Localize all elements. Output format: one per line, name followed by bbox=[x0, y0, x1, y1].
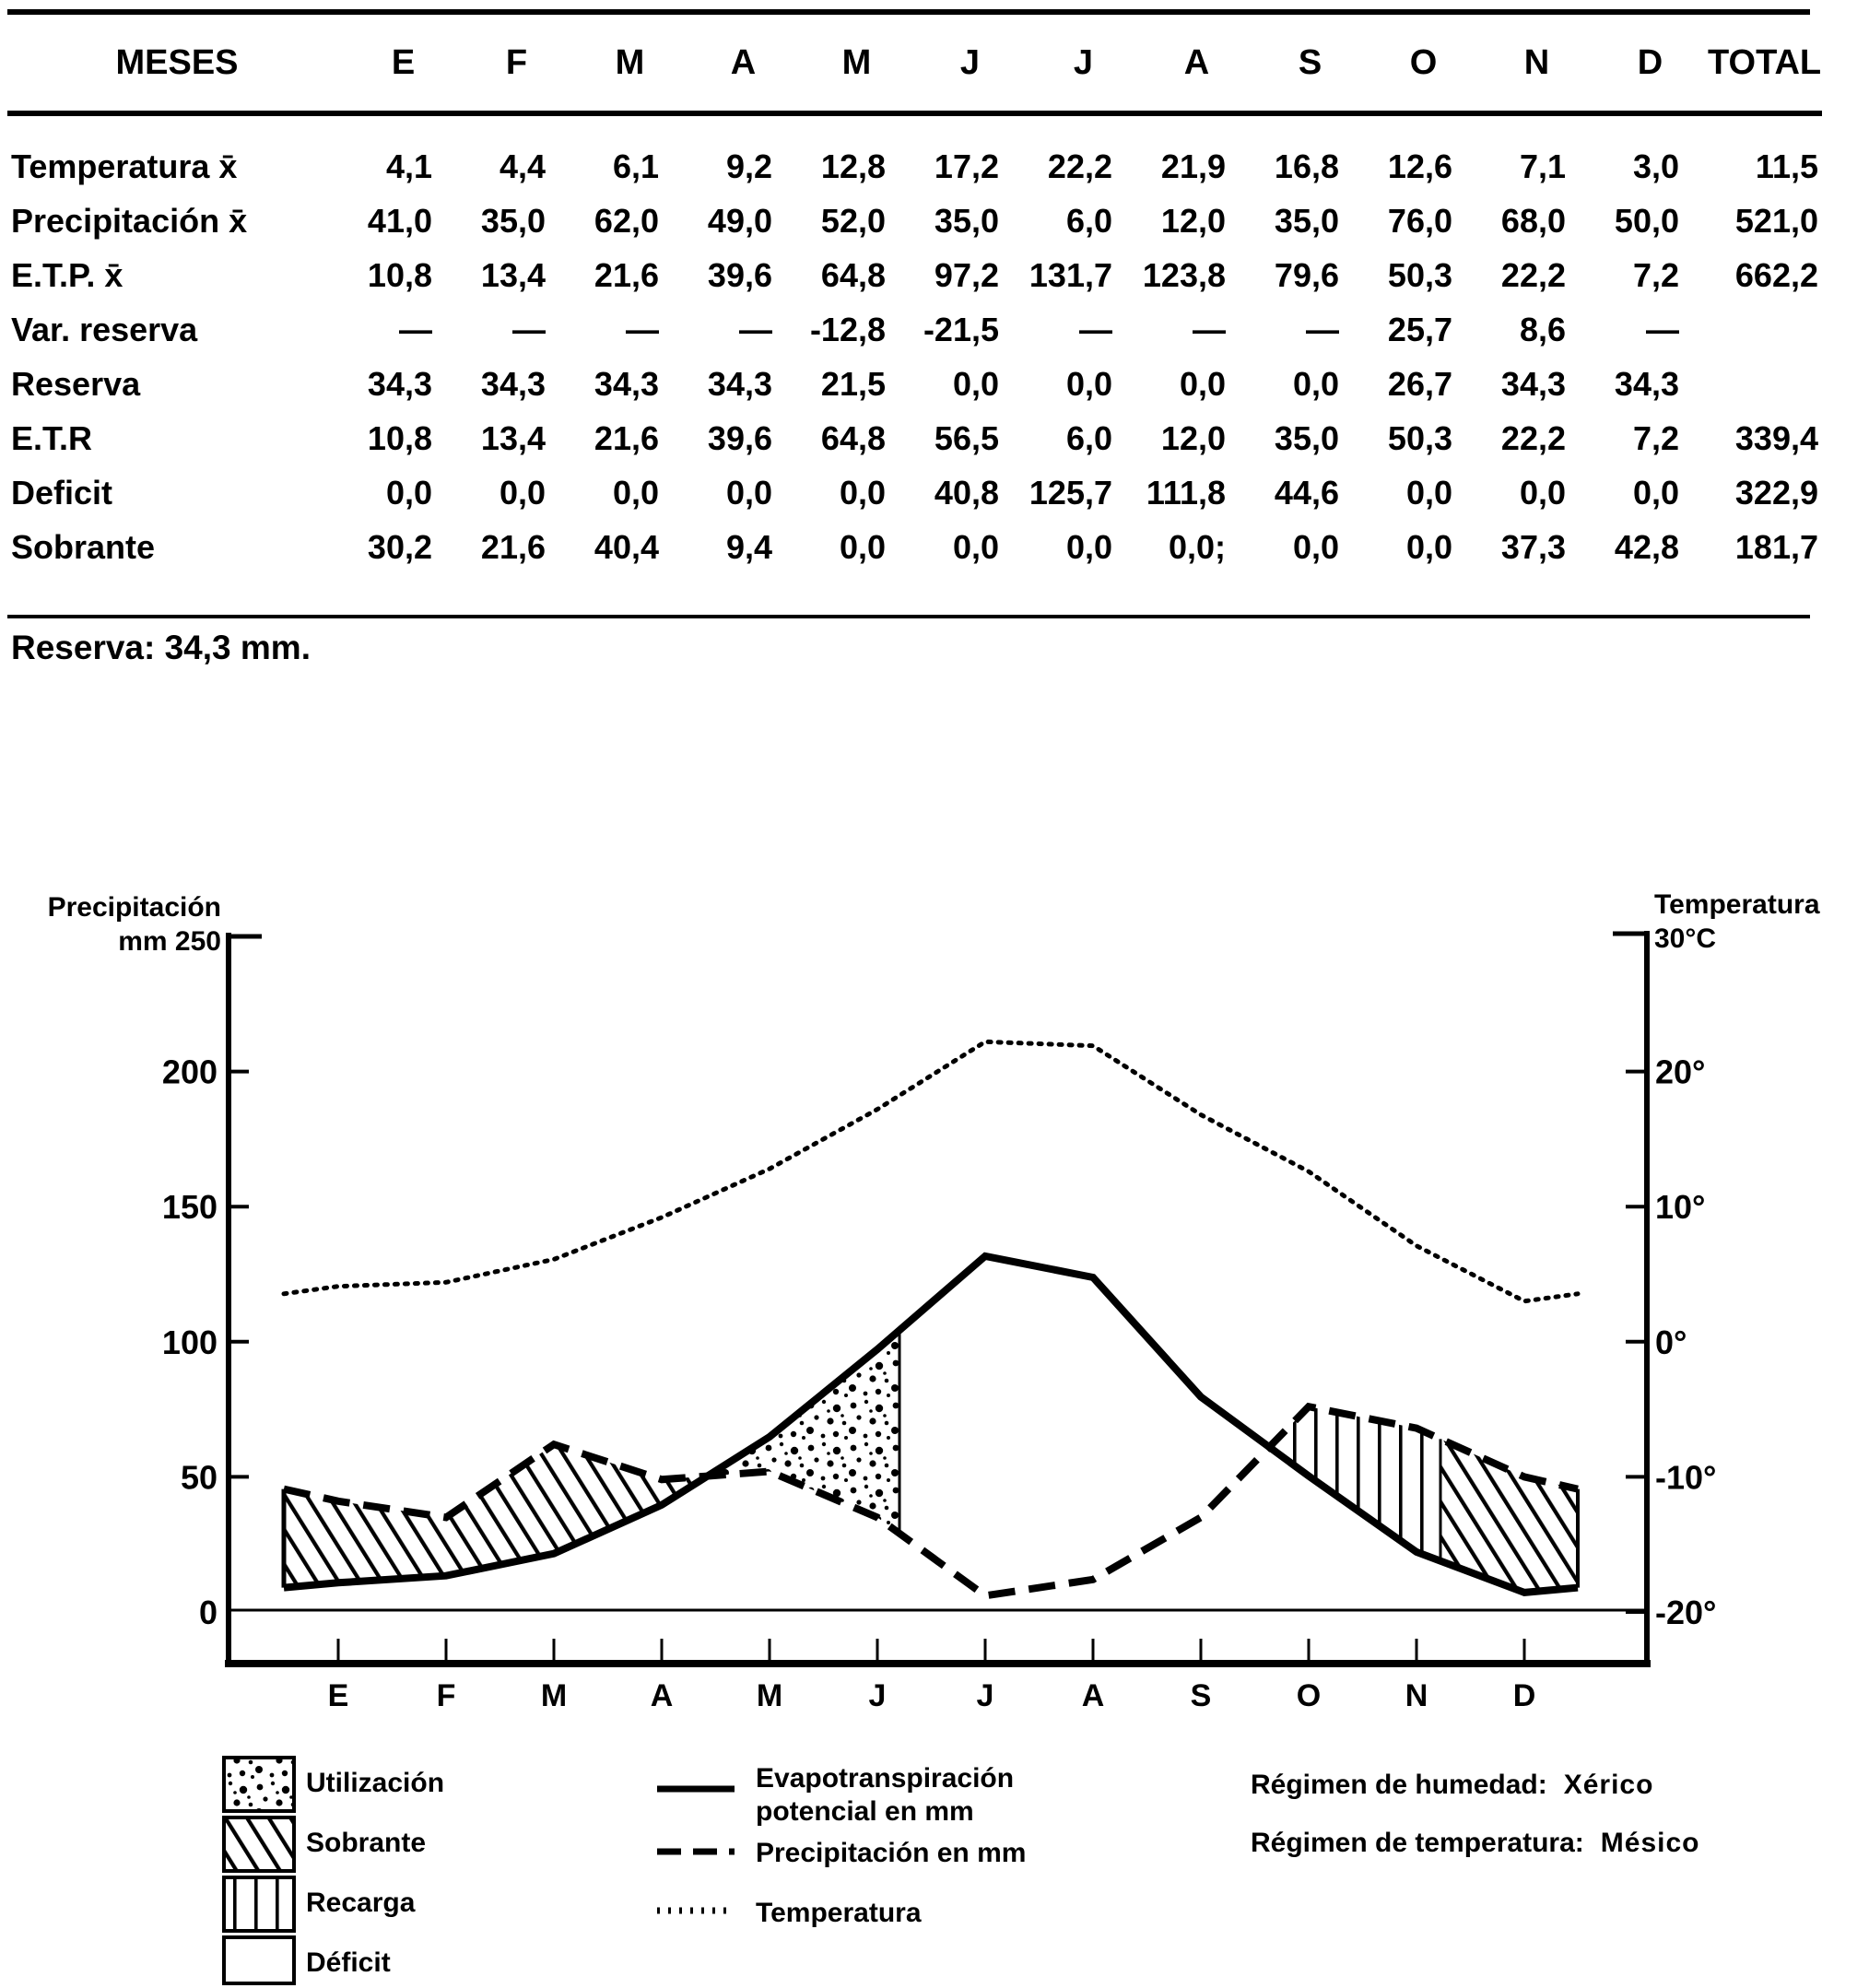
value-cell: 0,0 bbox=[1405, 473, 1452, 512]
value-cell: — bbox=[512, 310, 546, 348]
value-cell: 97,2 bbox=[934, 255, 999, 294]
total-column-header: TOTAL bbox=[1707, 15, 1822, 113]
value-cell: 0,0 bbox=[839, 527, 886, 566]
value-cell: 9,2 bbox=[725, 147, 772, 185]
month-column-header: S bbox=[1253, 15, 1367, 113]
value-cell: 4,4 bbox=[499, 147, 546, 185]
regimen-temperatura-value: Mésico bbox=[1600, 1828, 1700, 1858]
value-cell: 12,0 bbox=[1160, 418, 1226, 457]
month-column-header: A bbox=[687, 15, 800, 113]
value-cell: 39,6 bbox=[707, 418, 772, 457]
legend-label-etp-line1: Evapotranspiración bbox=[756, 1763, 1015, 1794]
value-cell: — bbox=[1306, 310, 1339, 348]
value-cell: 4,1 bbox=[385, 147, 432, 185]
value-cell: 0,0 bbox=[612, 473, 659, 512]
value-cell: 12,6 bbox=[1387, 147, 1452, 185]
value-cell: 0,0 bbox=[499, 473, 546, 512]
value-cell: 12,0 bbox=[1160, 201, 1226, 240]
y-left-tick-label: 100 bbox=[161, 1323, 217, 1361]
value-cell: 0,0; bbox=[1168, 527, 1226, 566]
value-cell: — bbox=[626, 310, 659, 348]
value-cell: 34,3 bbox=[707, 364, 772, 403]
y-right-title-line2: 30°C bbox=[1654, 923, 1717, 954]
month-column-header: E bbox=[347, 15, 460, 113]
month-column-header: J bbox=[913, 15, 1027, 113]
value-cell: — bbox=[739, 310, 772, 348]
x-axis-month-label: F bbox=[436, 1678, 456, 1713]
value-cell: 0,0 bbox=[952, 527, 999, 566]
value-cell: 0,0 bbox=[1179, 364, 1226, 403]
total-cell: 521,0 bbox=[1734, 201, 1818, 240]
x-axis-month-label: N bbox=[1405, 1678, 1428, 1713]
value-cell: 0,0 bbox=[952, 364, 999, 403]
y-left-title-line2: mm 250 bbox=[118, 926, 221, 957]
value-cell: 0,0 bbox=[725, 473, 772, 512]
y-left-title-line1: Precipitación bbox=[47, 892, 221, 923]
value-cell: 64,8 bbox=[820, 255, 886, 294]
value-cell: 7,1 bbox=[1519, 147, 1566, 185]
curve-temperatura bbox=[284, 1041, 1578, 1301]
legend-label-utilizacion: Utilización bbox=[306, 1768, 445, 1798]
legend-label-precipitacion: Precipitación en mm bbox=[756, 1838, 1027, 1868]
y-left-tick-label: 50 bbox=[180, 1458, 217, 1497]
value-cell: — bbox=[1646, 310, 1679, 348]
value-cell: — bbox=[1079, 310, 1112, 348]
legend-swatch-recarga bbox=[224, 1877, 294, 1931]
regimen-humedad-value: Xérico bbox=[1563, 1770, 1654, 1800]
value-cell: 25,7 bbox=[1387, 310, 1452, 348]
regimen-temperatura bbox=[1251, 1828, 1699, 1859]
y-right-axis-title bbox=[1654, 888, 1866, 956]
month-column-header: M bbox=[800, 15, 913, 113]
x-axis-month-label: J bbox=[976, 1678, 994, 1713]
x-axis-month-label: M bbox=[540, 1678, 568, 1713]
total-cell: 11,5 bbox=[1755, 147, 1818, 185]
value-cell: 21,6 bbox=[480, 527, 546, 566]
row-label: Precipitación x̄ bbox=[11, 201, 248, 240]
legend-label-etp-line2: potencial en mm bbox=[756, 1796, 974, 1827]
value-cell: 56,5 bbox=[934, 418, 999, 457]
value-cell: 35,0 bbox=[1274, 418, 1339, 457]
value-cell: — bbox=[1193, 310, 1226, 348]
y-right-tick-label: 0° bbox=[1655, 1323, 1687, 1361]
value-cell: 0,0 bbox=[1632, 473, 1679, 512]
y-right-tick-label: 10° bbox=[1655, 1188, 1706, 1227]
value-cell: 12,8 bbox=[820, 147, 886, 185]
regimen-humedad-label: Régimen de humedad: bbox=[1251, 1770, 1547, 1800]
row-label: Var. reserva bbox=[11, 310, 198, 348]
value-cell: 13,4 bbox=[480, 255, 546, 294]
row-label: Sobrante bbox=[11, 527, 156, 566]
value-cell: 21,9 bbox=[1160, 147, 1226, 185]
value-cell: 10,8 bbox=[367, 255, 432, 294]
value-cell: 21,6 bbox=[594, 255, 659, 294]
legend-label-deficit: Déficit bbox=[306, 1947, 391, 1978]
value-cell: 41,0 bbox=[367, 201, 432, 240]
value-cell: 21,6 bbox=[594, 418, 659, 457]
month-column-header: N bbox=[1480, 15, 1593, 113]
value-cell: 6,1 bbox=[612, 147, 659, 185]
total-cell: 662,2 bbox=[1734, 255, 1818, 294]
regimen-temperatura-label: Régimen de temperatura: bbox=[1251, 1828, 1584, 1858]
month-column-header: O bbox=[1367, 15, 1480, 113]
y-left-axis-title bbox=[0, 890, 221, 959]
legend-swatch-utilizacion bbox=[224, 1758, 294, 1811]
value-cell: 22,2 bbox=[1500, 418, 1566, 457]
value-cell: 0,0 bbox=[1292, 364, 1339, 403]
value-cell: 0,0 bbox=[1065, 364, 1112, 403]
reserva-note: Reserva: 34,3 mm. bbox=[11, 629, 311, 666]
total-cell: 322,9 bbox=[1734, 473, 1818, 512]
value-cell: 0,0 bbox=[1405, 527, 1452, 566]
total-cell: 181,7 bbox=[1734, 527, 1818, 566]
value-cell: 8,6 bbox=[1519, 310, 1566, 348]
value-cell: 34,3 bbox=[1614, 364, 1679, 403]
area-utilizacion bbox=[708, 1330, 900, 1534]
value-cell: 79,6 bbox=[1274, 255, 1339, 294]
y-left-tick-label: 0 bbox=[198, 1594, 217, 1631]
value-cell: 34,3 bbox=[480, 364, 546, 403]
value-cell: -21,5 bbox=[923, 310, 999, 348]
value-cell: 50,0 bbox=[1614, 201, 1679, 240]
value-cell: 49,0 bbox=[707, 201, 772, 240]
value-cell: 76,0 bbox=[1387, 201, 1452, 240]
x-axis-month-label: A bbox=[1081, 1678, 1105, 1713]
legend-label-recarga: Recarga bbox=[306, 1888, 416, 1918]
value-cell: 34,3 bbox=[1500, 364, 1566, 403]
value-cell: 35,0 bbox=[480, 201, 546, 240]
month-column-header: A bbox=[1140, 15, 1253, 113]
value-cell: 17,2 bbox=[934, 147, 999, 185]
y-right-tick-label: -10° bbox=[1655, 1458, 1717, 1497]
legend-label-sobrante: Sobrante bbox=[306, 1828, 427, 1858]
value-cell: 9,4 bbox=[725, 527, 772, 566]
y-right-tick-label: -20° bbox=[1655, 1594, 1717, 1631]
value-cell: 50,3 bbox=[1387, 418, 1452, 457]
value-cell: 7,2 bbox=[1632, 255, 1679, 294]
legend-swatches bbox=[224, 1758, 735, 1983]
value-cell: 123,8 bbox=[1142, 255, 1226, 294]
legend-label-etp bbox=[756, 1762, 1014, 1829]
value-cell: 34,3 bbox=[367, 364, 432, 403]
value-cell: 40,8 bbox=[934, 473, 999, 512]
month-column-header: M bbox=[573, 15, 687, 113]
value-cell: 35,0 bbox=[934, 201, 999, 240]
x-axis-month-label: S bbox=[1190, 1678, 1212, 1713]
y-left-tick-label: 150 bbox=[161, 1188, 217, 1227]
value-cell: 30,2 bbox=[367, 527, 432, 566]
y-left-tick-label: 200 bbox=[161, 1053, 217, 1091]
value-cell: 0,0 bbox=[1519, 473, 1566, 512]
value-cell: 0,0 bbox=[1292, 527, 1339, 566]
value-cell: 37,3 bbox=[1500, 527, 1566, 566]
value-cell: 0,0 bbox=[385, 473, 432, 512]
value-cell: 6,0 bbox=[1065, 201, 1112, 240]
month-column-header: D bbox=[1593, 15, 1707, 113]
value-cell: 111,8 bbox=[1146, 473, 1226, 512]
chart-tick-labels bbox=[162, 1053, 1717, 1713]
value-cell: 16,8 bbox=[1274, 147, 1339, 185]
legend-swatch-deficit bbox=[224, 1937, 294, 1983]
value-cell: 39,6 bbox=[707, 255, 772, 294]
value-cell: 22,2 bbox=[1047, 147, 1112, 185]
value-cell: 50,3 bbox=[1387, 255, 1452, 294]
value-cell: 62,0 bbox=[594, 201, 659, 240]
month-column-header: J bbox=[1027, 15, 1140, 113]
legend-label-temperatura: Temperatura bbox=[756, 1898, 922, 1928]
x-axis-month-label: M bbox=[756, 1678, 783, 1713]
value-cell: 10,8 bbox=[367, 418, 432, 457]
legend-swatch-sobrante bbox=[224, 1817, 294, 1871]
meses-header: MESES bbox=[7, 15, 347, 113]
value-cell: 22,2 bbox=[1500, 255, 1566, 294]
value-cell: 0,0 bbox=[1065, 527, 1112, 566]
value-cell: 7,2 bbox=[1632, 418, 1679, 457]
value-cell: -12,8 bbox=[809, 310, 886, 348]
value-cell: 44,6 bbox=[1274, 473, 1339, 512]
row-label: E.T.P. x̄ bbox=[11, 255, 123, 294]
y-right-tick-label: 20° bbox=[1655, 1053, 1706, 1091]
y-right-title-line1: Temperatura bbox=[1654, 889, 1820, 920]
value-cell: 40,4 bbox=[594, 527, 659, 566]
value-cell: 6,0 bbox=[1065, 418, 1112, 457]
total-cell: 339,4 bbox=[1734, 418, 1818, 457]
value-cell: 26,7 bbox=[1387, 364, 1452, 403]
value-cell: 131,7 bbox=[1029, 255, 1112, 294]
value-cell: 64,8 bbox=[820, 418, 886, 457]
value-cell: 52,0 bbox=[820, 201, 886, 240]
x-axis-month-label: J bbox=[868, 1678, 887, 1713]
value-cell: 125,7 bbox=[1029, 473, 1112, 512]
x-axis-month-label: O bbox=[1296, 1678, 1322, 1713]
x-axis-month-label: D bbox=[1512, 1678, 1536, 1713]
value-cell: 3,0 bbox=[1632, 147, 1679, 185]
row-label: Deficit bbox=[11, 473, 113, 512]
value-cell: 35,0 bbox=[1274, 201, 1339, 240]
x-axis-month-label: A bbox=[650, 1678, 674, 1713]
month-column-header: F bbox=[460, 15, 573, 113]
row-label: E.T.R bbox=[11, 418, 93, 457]
value-cell: 68,0 bbox=[1500, 201, 1566, 240]
value-cell: 21,5 bbox=[820, 364, 886, 403]
value-cell: 0,0 bbox=[839, 473, 886, 512]
x-axis-month-label: E bbox=[327, 1678, 349, 1713]
value-cell: 34,3 bbox=[594, 364, 659, 403]
value-cell: — bbox=[399, 310, 432, 348]
row-label: Temperatura x̄ bbox=[11, 147, 238, 185]
value-cell: 13,4 bbox=[480, 418, 546, 457]
row-label: Reserva bbox=[11, 364, 141, 403]
value-cell: 42,8 bbox=[1614, 527, 1679, 566]
regimen-humedad bbox=[1251, 1770, 1653, 1801]
